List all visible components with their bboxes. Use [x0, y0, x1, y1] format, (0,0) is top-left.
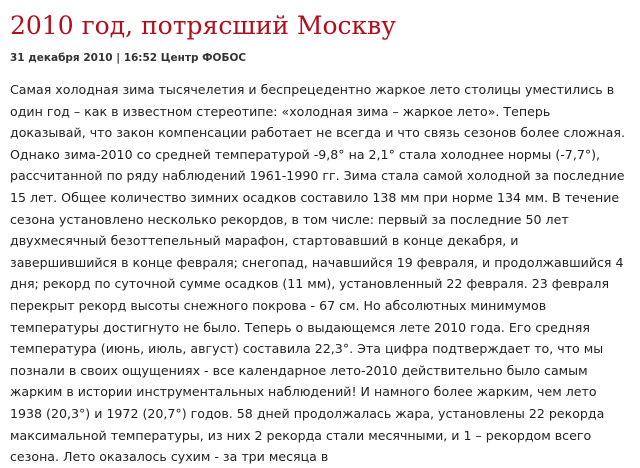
- article-meta: 31 декабря 2010 | 16:52 Центр ФОБОС: [10, 52, 247, 64]
- article-title: 2010 год, потрясший Москву: [10, 11, 396, 40]
- article-body: Самая холодная зима тысячелетия и беспрецедентно жаркое лето столицы уместились в один год – как в известном стереотипе: «холодная зима – жаркое лето». Теперь доказывай, что закон компенсации работает не всегда и что связь сезонов более сложная. Однако зима-2010 со средней температурой -9,8° на 2,1° стала холоднее нормы (-7,7°), рассчитанной по ряду наблюдений 1961-1990 гг. Зима стала самой холодной за последние 15 лет. Общее количество зимних осадков составило 138 мм при норме 134 мм. В течение сезона установлено несколько рекордов, в том числе: первый за последние 50 лет двухмесячный безоттепельный марафон, стартовавший в конце декабря, и завершившийся в конце февраля; снегопад, начавшийся 19 февраля, и продолжавшийся 4 дня; рекорд по суточной сумме осадков (11 мм), установленный 22 февраля. 23 февраля перекрыт рекорд высоты снежного покрова - 67 см. Но абсолютных минимумов температуры достигнуто не было. Теперь о выдающемся лете 2010 года. Его средняя температура (июнь, июль, август) составила 22,3°. Эта цифра подтверждает то, что мы познали в своих ощущениях - все календарное лето-2010 действительно было самым жарким в истории инструментальных наблюдений! И намного более жарким, чем лето 1938 (20,3°) и 1972 (20,7°) годов. 58 дней продолжалась жара, установлены 22 рекорда максимальной температуры, из них 2 рекорда стали месячными, и 1 – рекордом всего сезона. Лето оказалось сухим - за три месяца в: [10, 82, 625, 465]
